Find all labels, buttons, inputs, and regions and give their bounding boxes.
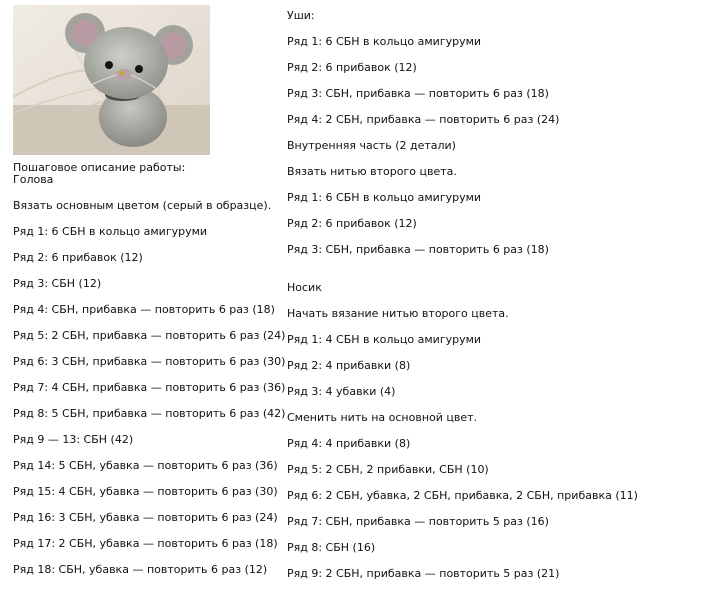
instruction-line: Ряд 5: 2 СБН, 2 прибавки, СБН (10)	[287, 463, 489, 476]
instruction-line: Ряд 17: 2 СБН, убавка — повторить 6 раз (18)	[13, 537, 278, 550]
instruction-line: Ряд 4: 4 прибавки (8)	[287, 437, 411, 450]
instruction-line: Вязать нитью второго цвета.	[287, 165, 457, 178]
instruction-line: Ряд 4: 2 СБН, прибавка — повторить 6 раз (24)	[287, 113, 560, 126]
instruction-line: Ряд 15: 4 СБН, убавка — повторить 6 раз (30)	[13, 485, 278, 498]
instruction-line: Ряд 2: 6 прибавок (12)	[287, 61, 417, 74]
instruction-line: Ряд 5: 2 СБН, прибавка — повторить 6 раз (24)	[13, 329, 286, 342]
instruction-line: Ряд 7: СБН, прибавка — повторить 5 раз (16)	[287, 515, 549, 528]
instruction-line: Ряд 1: 4 СБН в кольцо амигуруми	[287, 333, 482, 346]
instruction-line: Ряд 14: 5 СБН, убавка — повторить 6 раз (36)	[13, 459, 278, 472]
intro-title: Пошаговое описание работы:	[13, 161, 186, 174]
section-title-inner-part: Внутренняя часть (2 детали)	[287, 139, 456, 152]
instruction-line: Ряд 1: 6 СБН в кольцо амигуруми	[287, 191, 482, 204]
section-title-head: Голова	[13, 173, 54, 186]
instruction-line: Ряд 6: 3 СБН, прибавка — повторить 6 раз (30)	[13, 355, 286, 368]
instruction-line: Ряд 3: СБН (12)	[13, 277, 102, 290]
instruction-line: Ряд 3: СБН, прибавка — повторить 6 раз (18)	[287, 87, 549, 100]
instruction-line: Вязать основным цветом (серый в образце).	[13, 199, 272, 212]
instruction-line: Ряд 18: СБН, убавка — повторить 6 раз (12)	[13, 563, 268, 576]
instruction-line: Ряд 6: 2 СБН, убавка, 2 СБН, прибавка, 2 СБН, прибавка (11)	[287, 489, 638, 502]
section-title-ears: Уши:	[287, 9, 315, 22]
instruction-line: Ряд 2: 6 прибавок (12)	[13, 251, 143, 264]
instruction-line: Ряд 8: 5 СБН, прибавка — повторить 6 раз (42)	[13, 407, 286, 420]
instruction-line: Ряд 8: СБН (16)	[287, 541, 376, 554]
instruction-line: Ряд 1: 6 СБН в кольцо амигуруми	[287, 35, 482, 48]
instruction-line: Ряд 3: 4 убавки (4)	[287, 385, 396, 398]
amigurumi-mouse-photo	[13, 5, 210, 155]
instruction-line: Ряд 2: 6 прибавок (12)	[287, 217, 417, 230]
instruction-line: Ряд 9: 2 СБН, прибавка — повторить 5 раз (21)	[287, 567, 560, 580]
instruction-line: Сменить нить на основной цвет.	[287, 411, 478, 424]
section-title-nose: Носик	[287, 281, 322, 294]
instruction-line: Начать вязание нитью второго цвета.	[287, 307, 509, 320]
instruction-line: Ряд 4: СБН, прибавка — повторить 6 раз (18)	[13, 303, 275, 316]
instruction-line: Ряд 1: 6 СБН в кольцо амигуруми	[13, 225, 208, 238]
instruction-line: Ряд 9 — 13: СБН (42)	[13, 433, 134, 446]
instruction-line: Ряд 7: 4 СБН, прибавка — повторить 6 раз (36)	[13, 381, 286, 394]
instruction-line: Ряд 2: 4 прибавки (8)	[287, 359, 411, 372]
instruction-line: Ряд 16: 3 СБН, убавка — повторить 6 раз (24)	[13, 511, 278, 524]
instruction-line: Ряд 3: СБН, прибавка — повторить 6 раз (18)	[287, 243, 549, 256]
